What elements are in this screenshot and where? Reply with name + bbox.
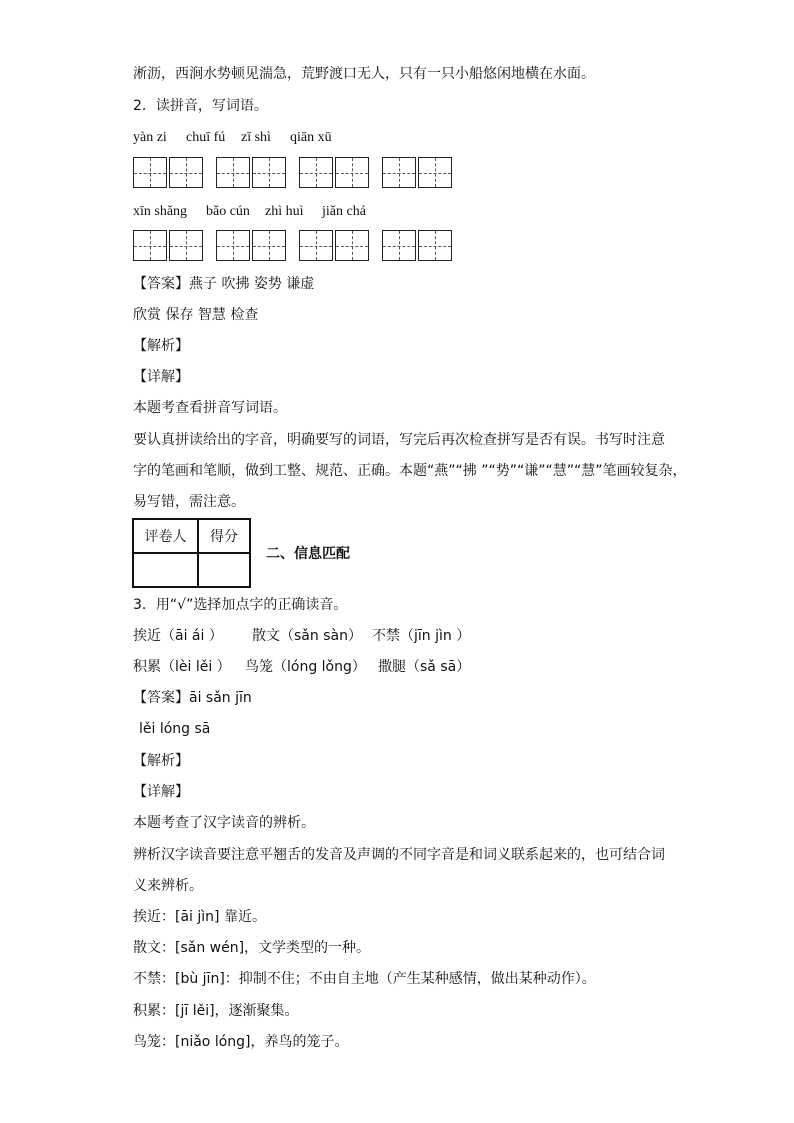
writing-cell[interactable] <box>133 230 167 261</box>
q2-analysis-label: 【解析】 <box>133 338 189 354</box>
pinyin-4: qiān xū <box>290 130 332 145</box>
pinyin-8: jiǎn chá <box>322 204 366 219</box>
writing-cell[interactable] <box>252 157 286 188</box>
q3-item-1: 挨近：[āi jìn] 靠近。 <box>133 909 266 925</box>
section-title: 二、信息匹配 <box>266 546 350 562</box>
answer-label: 【答案】 <box>133 690 189 706</box>
q2-detail-2c: 易写错，需注意。 <box>133 494 245 510</box>
writing-grid-row-2 <box>133 230 465 261</box>
writing-box-group <box>382 230 454 261</box>
q3-item-2: 散文：[sǎn wén]，文学类型的一种。 <box>133 940 371 956</box>
writing-box-group <box>133 157 205 188</box>
q3-option-6: 撒腿（sǎ sā） <box>378 659 471 675</box>
q3-item-4: 积累：[jī lěi]，逐渐聚集。 <box>133 1003 299 1019</box>
pinyin-2: chuī fú <box>186 130 226 145</box>
score-header: 得分 <box>198 519 250 553</box>
writing-box-group <box>133 230 205 261</box>
q3-detail-2a: 辨析汉字读音要注意平翘舌的发音及声调的不同字音是和词义联系起来的，也可结合词 <box>133 847 665 863</box>
q2-answer <box>133 274 314 294</box>
pinyin-3: zī shì <box>241 130 271 145</box>
answer-text: āi sǎn jīn <box>189 690 252 706</box>
q3-option-5: 鸟笼（lóng lǒng） <box>245 659 366 675</box>
score-table <box>132 518 251 588</box>
writing-cell[interactable] <box>418 157 452 188</box>
score-cell[interactable] <box>198 553 250 587</box>
writing-cell[interactable] <box>133 157 167 188</box>
writing-cell[interactable] <box>252 230 286 261</box>
q2-title: 2．读拼音，写词语。 <box>133 98 268 114</box>
writing-cell[interactable] <box>418 230 452 261</box>
q3-detail-2b: 义来辨析。 <box>133 878 203 894</box>
writing-cell[interactable] <box>169 230 203 261</box>
q3-option-2: 散文（sǎn sàn） <box>252 628 362 644</box>
pinyin-6: bǎo cún <box>206 204 250 219</box>
q3-detail-1: 本题考查了汉字读音的辨析。 <box>133 815 315 831</box>
q3-analysis-label: 【解析】 <box>133 753 189 769</box>
writing-cell[interactable] <box>216 230 250 261</box>
writing-box-group <box>216 230 288 261</box>
pinyin-7: zhì huì <box>265 204 304 219</box>
writing-cell[interactable] <box>335 230 369 261</box>
q3-item-3: 不禁：[bù jīn]：抑制不住；不由自主地（产生某种感情，做出某种动作）。 <box>133 971 596 987</box>
q3-option-3: 不禁（jīn jìn ） <box>372 628 471 644</box>
writing-box-group <box>216 157 288 188</box>
reviewer-header: 评卷人 <box>133 519 198 553</box>
writing-box-group <box>382 157 454 188</box>
writing-cell[interactable] <box>299 230 333 261</box>
writing-cell[interactable] <box>216 157 250 188</box>
q2-detail-label: 【详解】 <box>133 369 189 385</box>
writing-cell[interactable] <box>169 157 203 188</box>
q3-answer <box>133 688 252 708</box>
q3-option-1: 挨近（āi ái ） <box>133 628 223 644</box>
answer-label: 【答案】 <box>133 276 189 292</box>
writing-cell[interactable] <box>335 157 369 188</box>
writing-grid-row-1 <box>133 157 465 188</box>
reviewer-cell[interactable] <box>133 553 198 587</box>
q2-detail-2b: 字的笔画和笔顺，做到工整、规范、正确。本题“燕”“拂 ”“势”“谦”“慧”“慧”笔画较复杂， <box>133 463 687 479</box>
q2-detail-2a: 要认真拼读给出的字音，明确要写的词语，写完后再次检查拼写是否有误。书写时注意 <box>133 432 665 448</box>
q3-answer-line2: lěi lóng sā <box>139 721 211 737</box>
q3-option-4: 积累（lèi lěi ） <box>133 659 231 675</box>
writing-cell[interactable] <box>382 230 416 261</box>
writing-cell[interactable] <box>382 157 416 188</box>
writing-cell[interactable] <box>299 157 333 188</box>
writing-box-group <box>299 157 371 188</box>
q3-title: 3．用“√”选择加点字的正确读音。 <box>133 597 348 613</box>
pinyin-5: xīn shǎng <box>133 204 188 219</box>
q2-detail-1: 本题考查看拼音写词语。 <box>133 400 287 416</box>
q3-detail-label: 【详解】 <box>133 784 189 800</box>
intro-line: 淅沥，西涧水势顿见湍急，荒野渡口无人，只有一只小船悠闲地横在水面。 <box>133 66 595 82</box>
writing-box-group <box>299 230 371 261</box>
pinyin-1: yàn zi <box>133 130 167 145</box>
q2-answer-line2: 欣赏 保存 智慧 检查 <box>133 307 259 323</box>
answer-text: 燕子 吹拂 姿势 谦虚 <box>189 276 315 292</box>
q3-item-5: 鸟笼：[niǎo lóng]，养鸟的笼子。 <box>133 1034 349 1050</box>
